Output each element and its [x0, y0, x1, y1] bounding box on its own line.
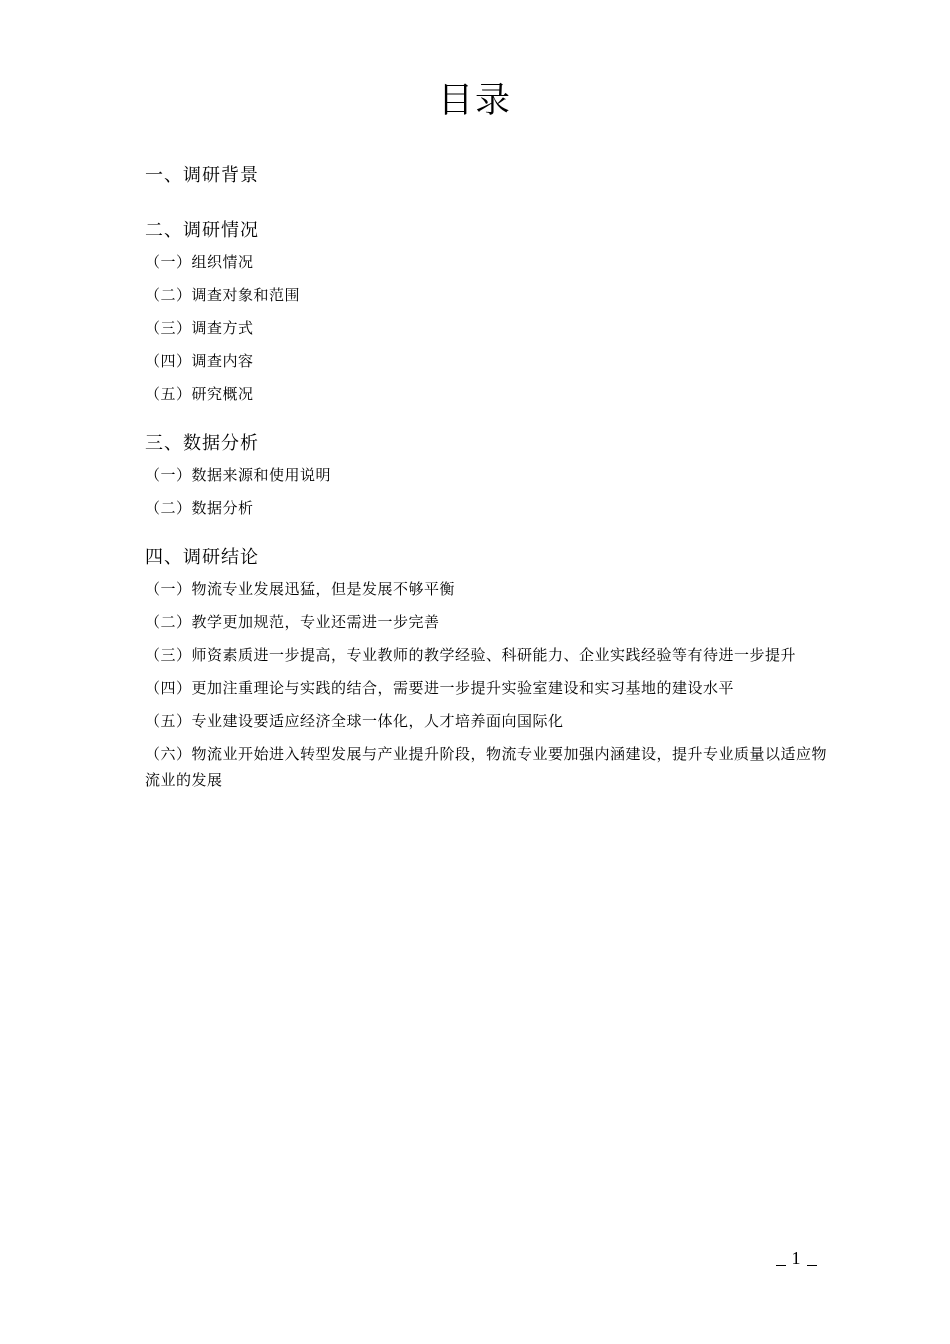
toc-section-conclusions	[145, 540, 827, 793]
toc-subitem[interactable]: （三）师资素质进一步提高，专业教师的教学经验、科研能力、企业实践经验等有待进一步提升	[145, 646, 797, 664]
toc-section-background	[145, 158, 827, 194]
toc-subitem[interactable]: （一）组织情况	[145, 253, 254, 271]
toc-subitem[interactable]: （六）物流业开始进入转型发展与产业提升阶段，物流专业要加强内涵建设，提升专业质量以适应物流业的发展	[145, 745, 828, 789]
table-of-contents	[145, 158, 827, 793]
toc-subitem[interactable]: （五）研究概况	[145, 385, 254, 403]
page-number-dash-left	[776, 1265, 786, 1266]
toc-subitem[interactable]: （四）更加注重理论与实践的结合，需要进一步提升实验室建设和实习基地的建设水平	[145, 679, 735, 697]
toc-section-heading[interactable]: 一、调研背景	[145, 165, 259, 186]
toc-subitem[interactable]: （二）数据分析	[145, 499, 254, 517]
toc-subitem[interactable]: （五）专业建设要适应经济全球一体化，人才培养面向国际化	[145, 712, 564, 730]
toc-section-heading[interactable]: 二、调研情况	[145, 220, 259, 241]
toc-subitem[interactable]: （一）物流专业发展迅猛，但是发展不够平衡	[145, 580, 456, 598]
toc-subitem[interactable]: （二）调查对象和范围	[145, 286, 301, 304]
toc-subitem[interactable]: （一）数据来源和使用说明	[145, 466, 332, 484]
page-number	[766, 1246, 826, 1270]
toc-subitem[interactable]: （二）教学更加规范，专业还需进一步完善	[145, 613, 440, 631]
toc-section-data-analysis	[145, 426, 827, 521]
page-number-dash-right	[807, 1265, 817, 1266]
toc-subitem[interactable]: （四）调查内容	[145, 352, 254, 370]
toc-section-heading[interactable]: 三、数据分析	[145, 433, 259, 454]
toc-section-situation	[145, 213, 827, 407]
toc-subitem[interactable]: （三）调查方式	[145, 319, 254, 337]
toc-title: 目录	[437, 81, 512, 121]
toc-section-heading[interactable]: 四、调研结论	[145, 547, 259, 568]
page-number-value: 1	[791, 1248, 801, 1268]
